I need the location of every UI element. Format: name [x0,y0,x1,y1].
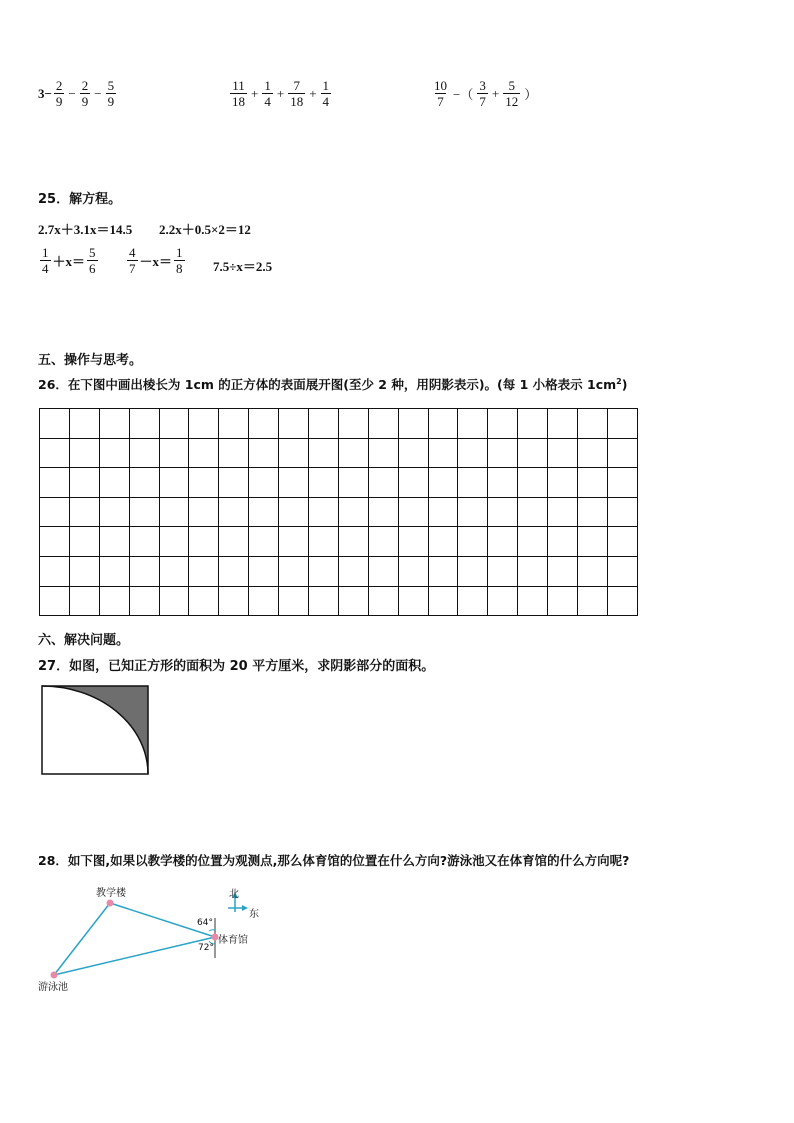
grid-cell[interactable] [40,468,70,498]
calc-expression-1: 3− $\frac{2}{9}$ − $\frac{2}{9}$ − $\frac{5}{9}$ [38,78,115,109]
grid-cell[interactable] [129,468,159,498]
grid-cell[interactable] [488,556,518,586]
drawing-grid[interactable] [39,408,638,616]
grid-cell[interactable] [69,527,99,557]
grid-cell[interactable] [368,438,398,468]
grid-cell[interactable] [159,468,189,498]
grid-cell[interactable] [548,438,578,468]
grid-cell[interactable] [607,409,637,439]
fraction: $\frac{11}{18}$ [232,78,245,109]
grid-cell[interactable] [428,438,458,468]
grid-cell[interactable] [428,556,458,586]
fraction: $\frac{2}{9}$ [81,78,89,109]
section-5-title: 五、操作与思考。 [38,353,143,368]
grid-cell[interactable] [129,497,159,527]
grid-cell[interactable] [69,556,99,586]
grid-cell[interactable] [159,556,189,586]
grid-cell[interactable] [159,409,189,439]
grid-cell[interactable] [548,409,578,439]
grid-cell[interactable] [279,586,309,616]
grid-cell[interactable] [99,497,129,527]
grid-cell[interactable] [69,497,99,527]
grid-cell[interactable] [548,586,578,616]
grid-cell[interactable] [40,527,70,557]
grid-cell[interactable] [578,527,608,557]
grid-cell[interactable] [189,468,219,498]
grid-cell[interactable] [40,438,70,468]
grid-cell[interactable] [129,409,159,439]
calc-expression-2: $\frac{11}{18}$ + $\frac{1}{4}$ + $\frac{7}{18}$ + $\frac{1}{4}$ [232,78,330,109]
grid-cell[interactable] [279,468,309,498]
calc-expression-3: $\frac{10}{7}$ −（ $\frac{3}{7}$ + $\frac{5}{12}$ ） [434,78,538,109]
label-school: 教学楼 [96,888,126,899]
grid-cell[interactable] [518,468,548,498]
grid-cell[interactable] [189,586,219,616]
fraction: $\frac{3}{7}$ [479,78,486,109]
grid-cell[interactable] [69,468,99,498]
fraction: $\frac{1}{8}$ [176,245,183,276]
grid-cell[interactable] [40,409,70,439]
shaded-region [42,686,148,774]
grid-cell[interactable] [398,438,428,468]
grid-cell[interactable] [189,527,219,557]
grid-cell[interactable] [607,586,637,616]
grid-cell[interactable] [189,409,219,439]
q28-text: 28．如下图,如果以教学楼的位置为观测点,那么体育馆的位置在什么方向?游泳池又在体育馆的什么方向呢? [38,853,630,868]
fraction: $\frac{5}{6}$ [89,245,96,276]
grid-row [40,497,638,527]
grid-cell[interactable] [458,586,488,616]
grid-cell[interactable] [458,468,488,498]
grid-cell[interactable] [338,438,368,468]
fraction: $\frac{10}{7}$ [434,78,447,109]
grid-cell[interactable] [309,556,339,586]
grid-cell[interactable] [249,527,279,557]
q27-text: 27．如图，已知正方形的面积为 20 平方厘米，求阴影部分的面积。 [38,659,435,674]
grid-cell[interactable] [518,527,548,557]
grid-cell[interactable] [488,468,518,498]
grid-cell[interactable] [398,468,428,498]
grid-cell[interactable] [309,527,339,557]
grid-cell[interactable] [338,586,368,616]
q25-equation-4: $\frac{4}{7}$ －x＝ $\frac{1}{8}$ [129,245,183,276]
grid-cell[interactable] [189,556,219,586]
grid-cell[interactable] [189,438,219,468]
grid-cell[interactable] [488,438,518,468]
grid-cell[interactable] [368,497,398,527]
grid-row [40,438,638,468]
grid-cell[interactable] [488,497,518,527]
grid-cell[interactable] [338,409,368,439]
pool-gym-line [54,937,215,975]
grid-cell[interactable] [518,497,548,527]
grid-cell[interactable] [249,468,279,498]
grid-cell[interactable] [428,527,458,557]
grid-cell[interactable] [398,527,428,557]
school-point [107,900,114,907]
grid-cell[interactable] [219,409,249,439]
grid-cell[interactable] [219,438,249,468]
grid-cell[interactable] [129,556,159,586]
grid-cell[interactable] [428,409,458,439]
grid-cell[interactable] [607,556,637,586]
fraction: $\frac{7}{18}$ [290,78,304,109]
grid-cell[interactable] [249,438,279,468]
grid-cell[interactable] [607,497,637,527]
fraction: $\frac{5}{9}$ [107,78,115,109]
angle-arc-64 [209,930,215,931]
grid-cell[interactable] [99,527,129,557]
grid-cell[interactable] [309,468,339,498]
grid-cell[interactable] [249,586,279,616]
grid-cell[interactable] [578,497,608,527]
grid-cell[interactable] [607,527,637,557]
grid-cell[interactable] [548,527,578,557]
fraction: $\frac{1}{4}$ [322,78,330,109]
grid-cell[interactable] [518,438,548,468]
grid-cell[interactable] [99,468,129,498]
grid-cell[interactable] [159,527,189,557]
q26-text: 26．在下图中画出棱长为 1cm 的正方体的表面展开图(至少 2 种，用阴影表示)。(每 1 小格表示 $1cm^2$) [38,376,628,392]
grid-table[interactable] [39,408,638,616]
grid-cell[interactable] [458,556,488,586]
grid-cell[interactable] [159,586,189,616]
grid-cell[interactable] [518,409,548,439]
grid-cell[interactable] [368,409,398,439]
grid-row [40,586,638,616]
label-pool: 游泳池 [38,982,68,993]
grid-row [40,527,638,557]
grid-cell[interactable] [69,586,99,616]
grid-cell[interactable] [129,586,159,616]
grid-cell[interactable] [129,527,159,557]
grid-cell[interactable] [398,497,428,527]
label-north: 北 [229,889,239,900]
grid-cell[interactable] [518,556,548,586]
grid-cell[interactable] [607,438,637,468]
grid-cell[interactable] [159,497,189,527]
q25-equation-1: 2.7x＋3.1x＝14.5 [38,222,133,237]
grid-cell[interactable] [219,497,249,527]
grid-cell[interactable] [99,409,129,439]
fraction: $\frac{5}{12}$ [505,78,519,109]
grid-cell[interactable] [578,556,608,586]
grid-cell[interactable] [129,438,159,468]
grid-cell[interactable] [458,497,488,527]
grid-cell[interactable] [159,438,189,468]
grid-cell[interactable] [40,556,70,586]
grid-cell[interactable] [279,438,309,468]
label-angle-64: 64° [197,918,213,928]
grid-cell[interactable] [368,556,398,586]
grid-cell[interactable] [428,468,458,498]
grid-cell[interactable] [607,468,637,498]
grid-cell[interactable] [548,556,578,586]
grid-cell[interactable] [69,438,99,468]
grid-row [40,409,638,439]
fraction: $\frac{4}{7}$ [129,245,136,276]
grid-cell[interactable] [398,556,428,586]
grid-cell[interactable] [458,438,488,468]
grid-cell[interactable] [279,527,309,557]
grid-cell[interactable] [279,556,309,586]
fraction: $\frac{1}{4}$ [264,78,271,109]
east-arrow-icon [242,905,248,911]
grid-cell[interactable] [338,497,368,527]
section-6-title: 六、解决问题。 [38,633,130,648]
grid-cell[interactable] [249,497,279,527]
q25-equation-5: 7.5÷x＝2.5 [213,259,273,274]
grid-cell[interactable] [488,586,518,616]
grid-cell[interactable] [548,468,578,498]
grid-cell[interactable] [99,438,129,468]
grid-cell[interactable] [338,527,368,557]
grid-cell[interactable] [219,556,249,586]
grid-cell[interactable] [398,586,428,616]
grid-row [40,556,638,586]
grid-cell[interactable] [99,586,129,616]
grid-cell[interactable] [309,497,339,527]
expr1-lead: 3− [38,85,52,101]
label-gym: 体育馆 [218,935,248,946]
grid-cell[interactable] [249,409,279,439]
square-quarter-circle-figure [40,684,152,778]
fraction: $\frac{2}{9}$ [55,78,63,109]
grid-cell[interactable] [69,409,99,439]
q25-equation-3: $\frac{1}{4}$ ＋x＝ $\frac{5}{6}$ [42,245,96,276]
grid-cell[interactable] [309,409,339,439]
grid-cell[interactable] [458,527,488,557]
grid-cell[interactable] [548,497,578,527]
q25-title: 25．解方程。 [38,192,122,207]
grid-cell[interactable] [488,527,518,557]
grid-cell[interactable] [189,497,219,527]
grid-cell[interactable] [518,586,548,616]
grid-cell[interactable] [40,586,70,616]
grid-cell[interactable] [219,527,249,557]
grid-cell[interactable] [488,409,518,439]
q25-equation-2: 2.2x＋0.5×2＝12 [159,222,251,237]
grid-cell[interactable] [309,586,339,616]
grid-cell[interactable] [99,556,129,586]
fraction: $\frac{1}{4}$ [42,245,49,276]
grid-cell[interactable] [458,409,488,439]
label-east: 东 [249,909,259,920]
grid-cell[interactable] [578,468,608,498]
label-angle-72: 72° [198,943,214,953]
grid-cell[interactable] [368,468,398,498]
grid-cell[interactable] [578,409,608,439]
grid-cell[interactable] [578,438,608,468]
grid-cell[interactable] [338,556,368,586]
grid-cell[interactable] [368,527,398,557]
grid-cell[interactable] [578,586,608,616]
grid-cell[interactable] [279,497,309,527]
grid-cell[interactable] [428,497,458,527]
grid-cell[interactable] [219,586,249,616]
grid-row [40,468,638,498]
grid-cell[interactable] [428,586,458,616]
grid-cell[interactable] [338,468,368,498]
grid-cell[interactable] [249,556,279,586]
grid-cell[interactable] [40,497,70,527]
grid-cell[interactable] [279,409,309,439]
grid-cell[interactable] [309,438,339,468]
grid-cell[interactable] [398,409,428,439]
grid-cell[interactable] [219,468,249,498]
grid-cell[interactable] [368,586,398,616]
